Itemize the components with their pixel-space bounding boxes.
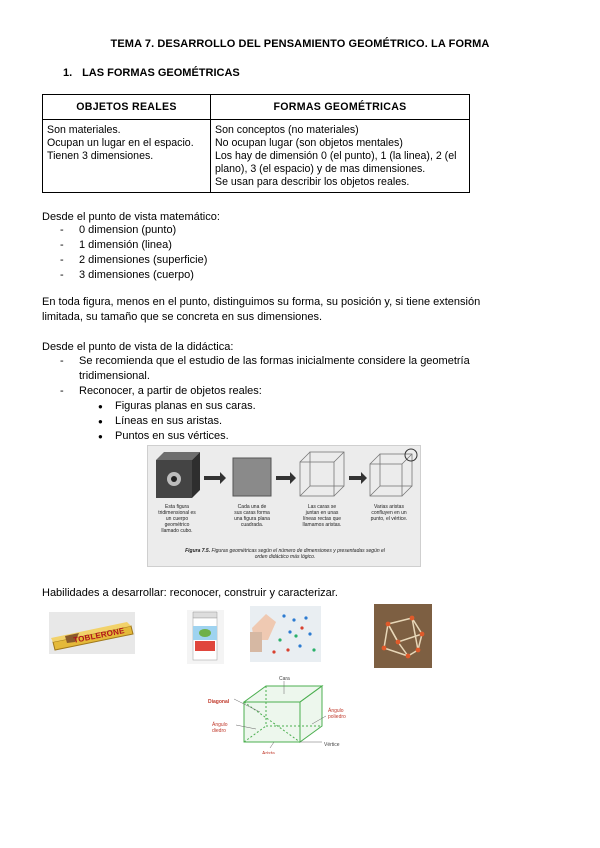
cell-line: Son conceptos (no materiales)	[215, 124, 359, 136]
caption-line: geométrico	[164, 522, 190, 528]
didactic-view-list	[60, 354, 500, 399]
caption-line: una figura plana	[234, 516, 270, 522]
paragraph-line: limitada, su tamaño que se concreta en sus dimensiones.	[42, 311, 323, 323]
label-line: diedro	[212, 728, 226, 734]
caption-line: confluyen en un	[371, 510, 407, 516]
bullet-item: ● Líneas en sus aristas.	[98, 414, 256, 429]
label-vertice: Vértice	[324, 742, 340, 748]
toblerone-label: TOBLERONE	[72, 626, 126, 645]
caption-vertex	[360, 504, 418, 522]
header-geometric-forms: FORMAS GEOMÉTRICAS	[211, 95, 470, 120]
caption-line: juntan en unas	[305, 510, 339, 516]
caption-line: Varias aristas	[374, 504, 404, 510]
list-item: - 3 dimensiones (cuerpo)	[60, 268, 207, 283]
label-line: Ángulo	[328, 708, 344, 714]
prism-diagram	[200, 672, 360, 754]
math-view-list	[60, 223, 207, 283]
caption-line: líneas rectas que	[302, 516, 342, 522]
cell-line: Se usan para describir los objetos reales.	[215, 176, 410, 188]
cube-sequence-figure	[147, 445, 421, 567]
label-diagonal: Diagonal	[208, 699, 230, 705]
didactic-view-intro: Desde el punto de vista de la didáctica:	[42, 341, 234, 353]
caption-solid	[148, 504, 206, 534]
bullet-item: ● Figuras planas en sus caras.	[98, 399, 256, 414]
figure-caption	[154, 548, 416, 560]
geoboard-drawing	[250, 606, 321, 662]
caption-line: llamado cubo.	[161, 528, 193, 534]
table-row	[43, 120, 470, 193]
caption-line: punto, el vértice.	[370, 516, 408, 522]
cell-line: Los hay de dimensión 0 (el punto), 1 (la linea), 2 (el	[215, 150, 457, 162]
list-item: - 0 dimension (punto)	[60, 223, 207, 238]
solid-cube-illustration	[156, 452, 200, 498]
section-heading	[63, 67, 240, 80]
cell-line: Tienen 3 dimensiones.	[47, 150, 154, 162]
caption-line: tridimensional es	[158, 510, 196, 516]
header-real-objects: OBJETOS REALES	[43, 95, 211, 120]
arrows	[204, 472, 367, 484]
page-title: TEMA 7. DESARROLLO DEL PENSAMIENTO GEOMÉTRICO. LA FORMA	[110, 38, 490, 50]
list-item-line: tridimensional.	[79, 370, 150, 382]
list-item: - 2 dimensiones (superficie)	[60, 253, 207, 268]
didactic-bullets	[98, 399, 256, 444]
label-angulo-diedro	[212, 722, 228, 734]
caption-line: orden didáctico más lógico.	[254, 554, 316, 560]
cell-real-objects	[43, 120, 211, 193]
milk-carton-image	[187, 610, 224, 664]
wireframe-cube-illustration	[300, 452, 344, 496]
straw-cube-photo	[374, 604, 432, 668]
bullet-item: ● Puntos en sus vértices.	[98, 429, 256, 444]
caption-line: Cada una de	[237, 504, 267, 510]
cell-line: Ocupan un lugar en el espacio.	[47, 137, 194, 149]
skills-text: Habilidades a desarrollar: reconocer, construir y caracterizar.	[42, 587, 338, 599]
paragraph-line: En toda figura, menos en el punto, distinguimos su forma, su posición y, si tiene extensión	[42, 296, 481, 308]
list-item: - Reconocer, a partir de objetos reales:	[60, 384, 500, 399]
milk-carton-drawing	[187, 610, 224, 664]
cell-line: No ocupan lugar (son objetos mentales)	[215, 137, 403, 149]
table-header-row	[43, 95, 470, 120]
caption-edges	[293, 504, 351, 528]
cell-geometric-forms	[211, 120, 470, 193]
geoboard-photo	[250, 606, 321, 662]
label-cara: Cara	[279, 676, 290, 682]
figure-paragraph	[42, 295, 512, 325]
caption-line: llamamos aristas.	[302, 522, 342, 528]
square-face-illustration	[233, 458, 271, 496]
cell-line: Son materiales.	[47, 124, 121, 136]
caption-line: sus caras forma	[234, 510, 270, 516]
section-number: 1.	[63, 67, 73, 79]
caption-face	[223, 504, 281, 528]
label-arista: Arista	[262, 751, 275, 754]
list-item	[60, 354, 500, 384]
label-angulo-poliedro	[328, 708, 346, 720]
comparison-table	[42, 94, 470, 193]
caption-line: un cuerpo	[165, 516, 189, 522]
caption-line: Las caras se	[307, 504, 337, 510]
vertex-cube-illustration	[370, 449, 417, 496]
cell-line: plano), 3 (el espacio) y de mas dimensiones.	[215, 163, 426, 175]
figure-caption-text: Figuras geométricas según el número de dimensiones y presentadas según el	[211, 548, 385, 554]
label-line: poliedro	[328, 714, 346, 720]
straw-cube-drawing	[374, 604, 432, 668]
math-view-intro: Desde el punto de vista matemático:	[42, 211, 220, 223]
list-item-line: - Se recomienda que el estudio de las formas inicialmente considere la geometría	[79, 355, 470, 367]
caption-line: cuadrada.	[240, 522, 264, 528]
toblerone-image	[49, 612, 135, 654]
label-line: Ángulo	[212, 722, 228, 728]
caption-line: Esta figura	[165, 504, 189, 510]
list-item: - 1 dimensión (linea)	[60, 238, 207, 253]
section-title: LAS FORMAS GEOMÉTRICAS	[82, 67, 240, 79]
figure-label: Figura 7.5.	[185, 548, 211, 554]
